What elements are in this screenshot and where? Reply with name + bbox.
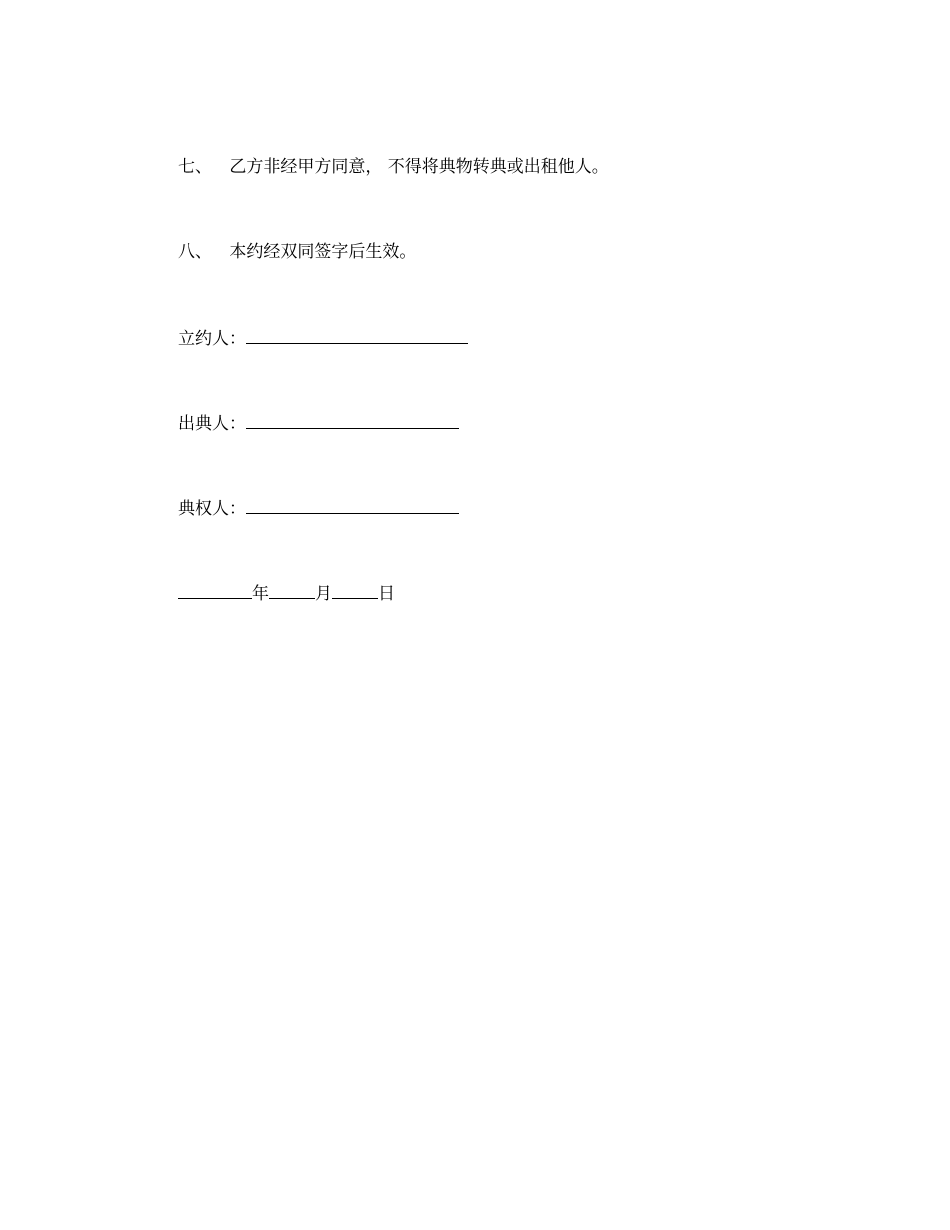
clause-number: 七、	[178, 157, 212, 177]
clause-text: 乙方非经甲方同意， 不得将典物转典或出租他人。	[229, 157, 609, 177]
month-blank[interactable]	[269, 580, 315, 599]
signature-label: 出典人：	[178, 414, 246, 434]
date-row	[178, 580, 395, 604]
clause-8	[178, 240, 416, 264]
signature-row-pledgee	[178, 495, 459, 519]
signature-row-pledger	[178, 410, 459, 434]
day-unit: 日	[378, 584, 395, 604]
signature-row-contractor	[178, 325, 468, 349]
signature-label: 典权人：	[178, 499, 246, 519]
signature-blank[interactable]	[246, 325, 468, 344]
day-blank[interactable]	[332, 580, 378, 599]
signature-label: 立约人：	[178, 329, 246, 349]
month-unit: 月	[315, 584, 332, 604]
clause-7	[178, 155, 609, 179]
year-blank[interactable]	[178, 580, 252, 599]
clause-number: 八、	[178, 242, 212, 262]
clause-text: 本约经双同签字后生效。	[229, 242, 417, 262]
year-unit: 年	[252, 584, 269, 604]
signature-blank[interactable]	[246, 410, 459, 429]
signature-blank[interactable]	[246, 495, 459, 514]
